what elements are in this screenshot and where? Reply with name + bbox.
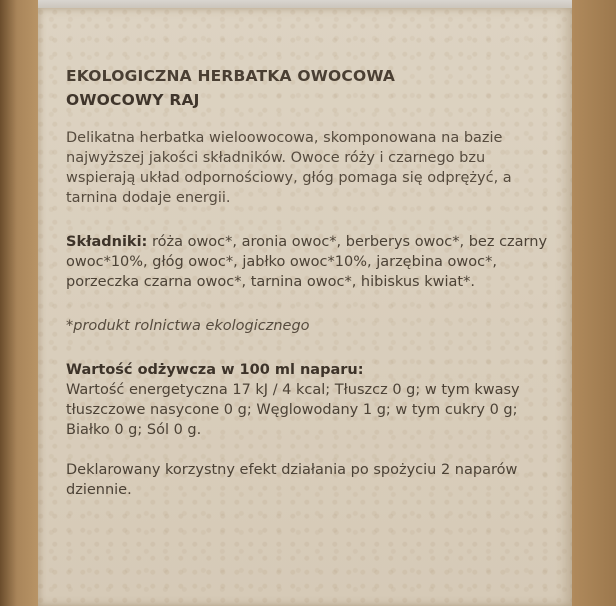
box-left-edge — [0, 0, 38, 606]
product-title: EKOLOGICZNA HERBATKA OWOCOWA — [66, 67, 396, 85]
product-name: OWOCOWY RAJ — [66, 91, 200, 109]
nutrition-heading: Wartość odżywcza w 100 ml naparu: — [66, 362, 364, 378]
ingredients-label: Składniki: — [66, 234, 148, 250]
nutrition-values: Wartość energetyczna 17 kJ / 4 kcal; Tłuszcz 0 g; w tym kwasy tłuszczowe nasycone 0 g; Węglowodany 1 g; w tym cukry 0 g; Białko 0 g; Sól 0 g. — [66, 382, 520, 438]
label-content — [66, 66, 556, 500]
ingredients-list: róża owoc*, aronia owoc*, berberys owoc*, bez czarny owoc*10%, głóg owoc*, jabłko owoc*10%, jarzębina owoc*, porzeczka czarna owoc*, tarnina owoc*, hibiskus kwiat*. — [66, 234, 548, 290]
ingredients-section — [66, 232, 556, 292]
health-claim: Deklarowany korzystny efekt działania po spożyciu 2 naparów dziennie. — [66, 462, 518, 498]
product-description: Delikatna herbatka wieloowocowa, skomponowana na bazie najwyższej jakości składników. Owoce róży i czarnego bzu wspierają układ odpornościowy, głóg pomaga się odprężyć, a tarnina dodaje energii. — [66, 130, 512, 206]
box-right-edge — [572, 0, 616, 606]
organic-footnote: *produkt rolnictwa ekologicznego — [66, 318, 310, 334]
